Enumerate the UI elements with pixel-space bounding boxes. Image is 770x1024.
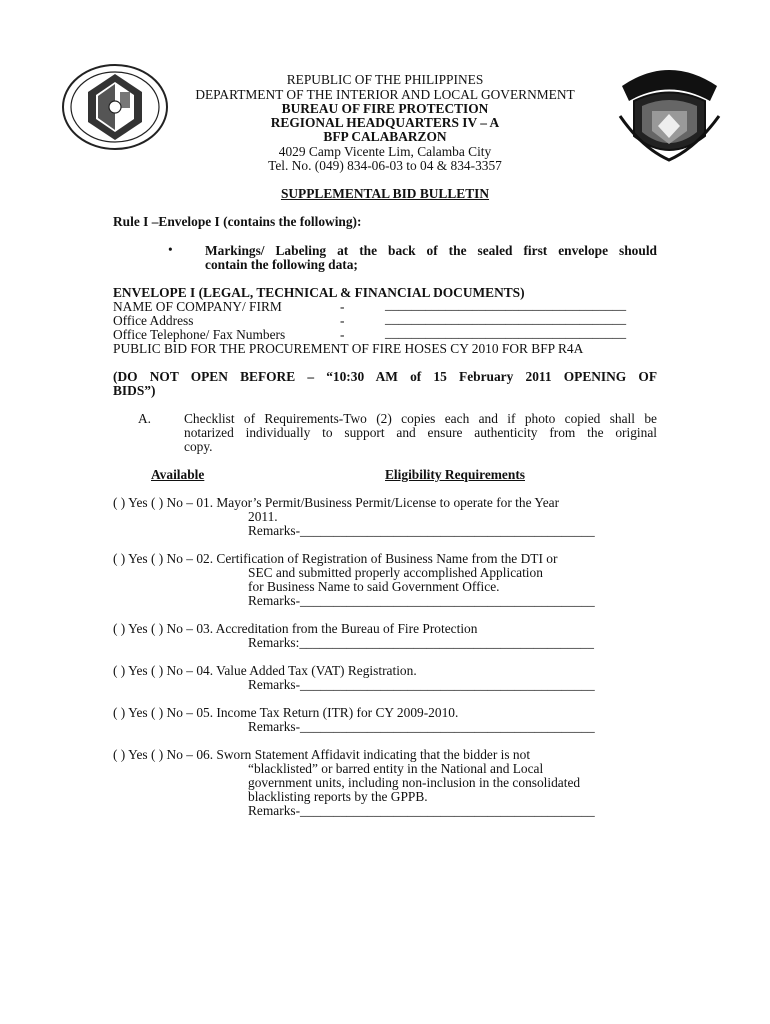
header-department: DEPARTMENT OF THE INTERIOR AND LOCAL GOVERNMENT [195,87,575,102]
requirement-line[interactable]: ( ) Yes ( ) No – 01. Mayor’s Permit/Business Permit/License to operate for the Year [113,495,560,510]
public-bid-line: PUBLIC BID FOR THE PROCUREMENT OF FIRE HOSES CY 2010 FOR BFP R4A [113,341,584,356]
remarks-field[interactable]: Remarks-____________________________________________ [248,719,595,734]
requirement-line[interactable]: ( ) Yes ( ) No – 04. Value Added Tax (VAT) Registration. [113,663,417,678]
telephone-fax-blank[interactable]: ____________________________________ [385,325,627,340]
column-eligibility: Eligibility Requirements [385,467,525,482]
company-name-blank[interactable]: ____________________________________ [385,297,627,312]
field-dash: - [340,299,345,314]
header-office: BFP CALABARZON [323,129,447,144]
requirement-line[interactable]: ( ) Yes ( ) No – 02. Certification of Registration of Business Name from the DTI or [113,551,558,566]
bullet-line-2: contain the following data; [205,257,358,272]
remarks-field[interactable]: Remarks:____________________________________________ [248,635,594,650]
document-title: SUPPLEMENTAL BID BULLETIN [280,186,490,201]
requirement-line[interactable]: ( ) Yes ( ) No – 03. Accreditation from the Bureau of Fire Protection [113,621,478,636]
field-dash: - [340,327,345,342]
bullet-line-1: Markings/ Labeling at the back of the sealed first envelope should [205,243,657,258]
do-not-open-line-1: (DO NOT OPEN BEFORE – “10:30 AM of 15 February 2011 OPENING OF [113,369,657,384]
checklist-line-2: notarized individually to support and ensure authenticity from the original [184,425,657,440]
requirement-continuation: blacklisting reports by the GPPB. [248,789,428,804]
field-dash: - [340,313,345,328]
requirement-continuation: “blacklisted” or barred entity in the National and Local [248,761,544,776]
requirement-line[interactable]: ( ) Yes ( ) No – 06. Sworn Statement Affidavit indicating that the bidder is not [113,747,531,762]
header-bureau: BUREAU OF FIRE PROTECTION [281,101,489,116]
requirement-line[interactable]: ( ) Yes ( ) No – 05. Income Tax Return (ITR) for CY 2009-2010. [113,705,459,720]
bullet-icon: • [168,242,173,257]
header-region: REGIONAL HEADQUARTERS IV – A [270,115,500,130]
requirement-continuation: for Business Name to said Government Office. [248,579,500,594]
remarks-field[interactable]: Remarks-____________________________________________ [248,523,595,538]
header-republic: REPUBLIC OF THE PHILIPPINES [286,72,484,87]
checklist-line-1: Checklist of Requirements-Two (2) copies each and if photo copied shall be [184,411,657,426]
checklist-line-3: copy. [184,439,213,454]
remarks-field[interactable]: Remarks-____________________________________________ [248,593,595,608]
field-label: NAME OF COMPANY/ FIRM [113,299,282,314]
header-address: 4029 Camp Vicente Lim, Calamba City [278,144,492,159]
requirement-continuation: government units, including non-inclusion in the consolidated [248,775,581,790]
checklist-letter: A. [138,411,152,426]
rule-heading: Rule I –Envelope I (contains the following): [113,214,362,229]
envelope-heading: ENVELOPE I (LEGAL, TECHNICAL & FINANCIAL DOCUMENTS) [113,285,525,300]
column-available: Available [151,467,205,482]
do-not-open-line-2: BIDS”) [113,383,156,398]
requirement-continuation: 2011. [248,509,278,524]
remarks-field[interactable]: Remarks-____________________________________________ [248,803,595,818]
header-telephone: Tel. No. (049) 834-06-03 to 04 & 834-3357 [268,158,502,173]
requirement-continuation: SEC and submitted properly accomplished Application [248,565,543,580]
remarks-field[interactable]: Remarks-____________________________________________ [248,677,595,692]
office-address-blank[interactable]: ____________________________________ [385,311,627,326]
field-label: Office Address [113,313,194,328]
field-label: Office Telephone/ Fax Numbers [113,327,286,342]
